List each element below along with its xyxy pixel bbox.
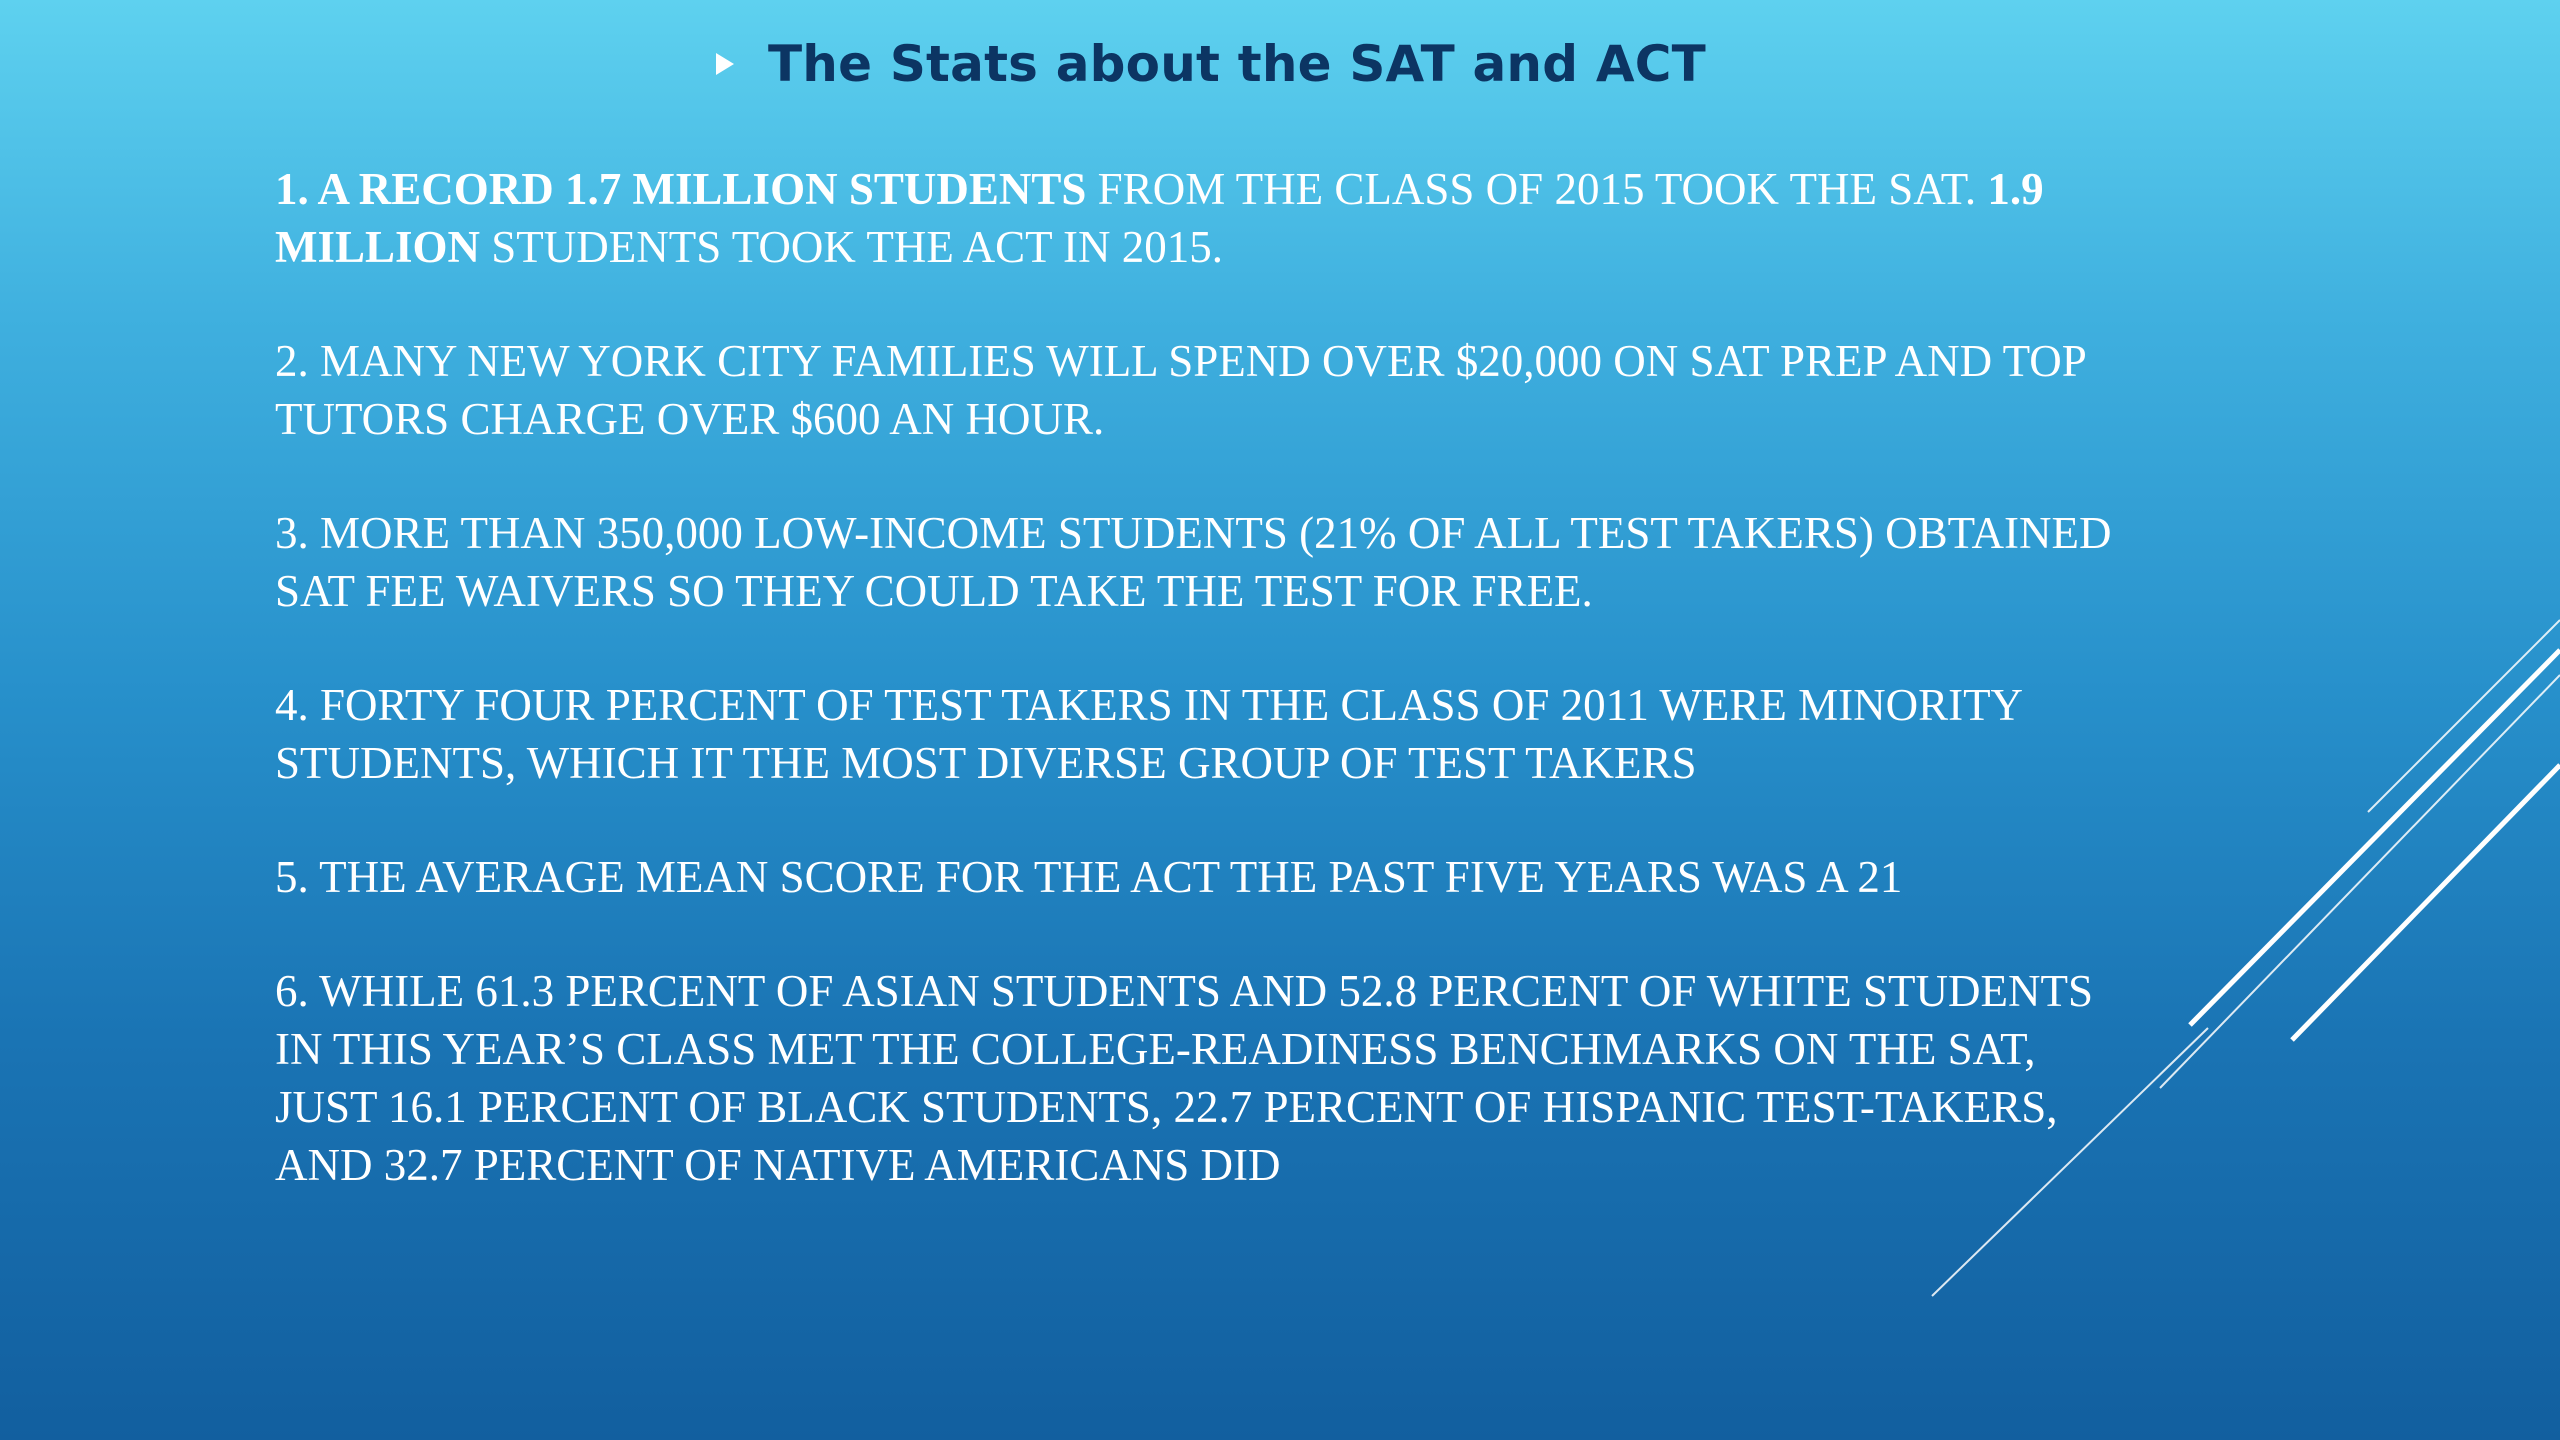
stat-text: 5. THE AVERAGE MEAN SCORE FOR THE ACT THE PAST FIVE YEARS WAS A 21 <box>275 852 1903 902</box>
stat-text: 6. WHILE 61.3 PERCENT OF ASIAN STUDENTS AND 52.8 PERCENT OF WHITE STUDENTS IN THIS YEAR’S CLASS MET THE COLLEGE-READINESS BENCHMARKS ON THE SAT, JUST 16.1 PERCENT OF BLACK STUDENTS, 22.7 PERCENT OF HISPANIC TEST-TAKERS, AND 32.7 PERCENT OF NATIVE AMERICANS DID <box>275 966 2093 1190</box>
stat-text: FROM THE CLASS OF 2015 TOOK THE SAT. <box>1086 164 1988 214</box>
slide-title: The Stats about the SAT and ACT <box>768 35 1706 93</box>
decor-line <box>2368 620 2560 812</box>
decor-line <box>2190 650 2560 1025</box>
stat-text: 3. MORE THAN 350,000 LOW-INCOME STUDENTS (21% OF ALL TEST TAKERS) OBTAINED SAT FEE WAIVERS SO THEY COULD TAKE THE TEST FOR FREE. <box>275 508 2112 616</box>
stat-text: 4. FORTY FOUR PERCENT OF TEST TAKERS IN THE CLASS OF 2011 WERE MINORITY STUDENTS, WHICH IT THE MOST DIVERSE GROUP OF TEST TAKERS <box>275 680 2022 788</box>
stat-highlight-text: 1. A RECORD 1.7 MILLION STUDENTS <box>275 164 1087 214</box>
stat-text: STUDENTS TOOK THE ACT IN 2015. <box>480 222 1223 272</box>
stat-text: 2. MANY NEW YORK CITY FAMILIES WILL SPEND OVER $20,000 ON SAT PREP AND TOP TUTORS CHARGE OVER $600 AN HOUR. <box>275 336 2086 444</box>
decor-line <box>2160 675 2560 1088</box>
decor-line <box>2292 765 2560 1040</box>
decor-line <box>1932 1028 2208 1296</box>
stat-highlight-text: 1.9 MILLION <box>275 164 2044 272</box>
